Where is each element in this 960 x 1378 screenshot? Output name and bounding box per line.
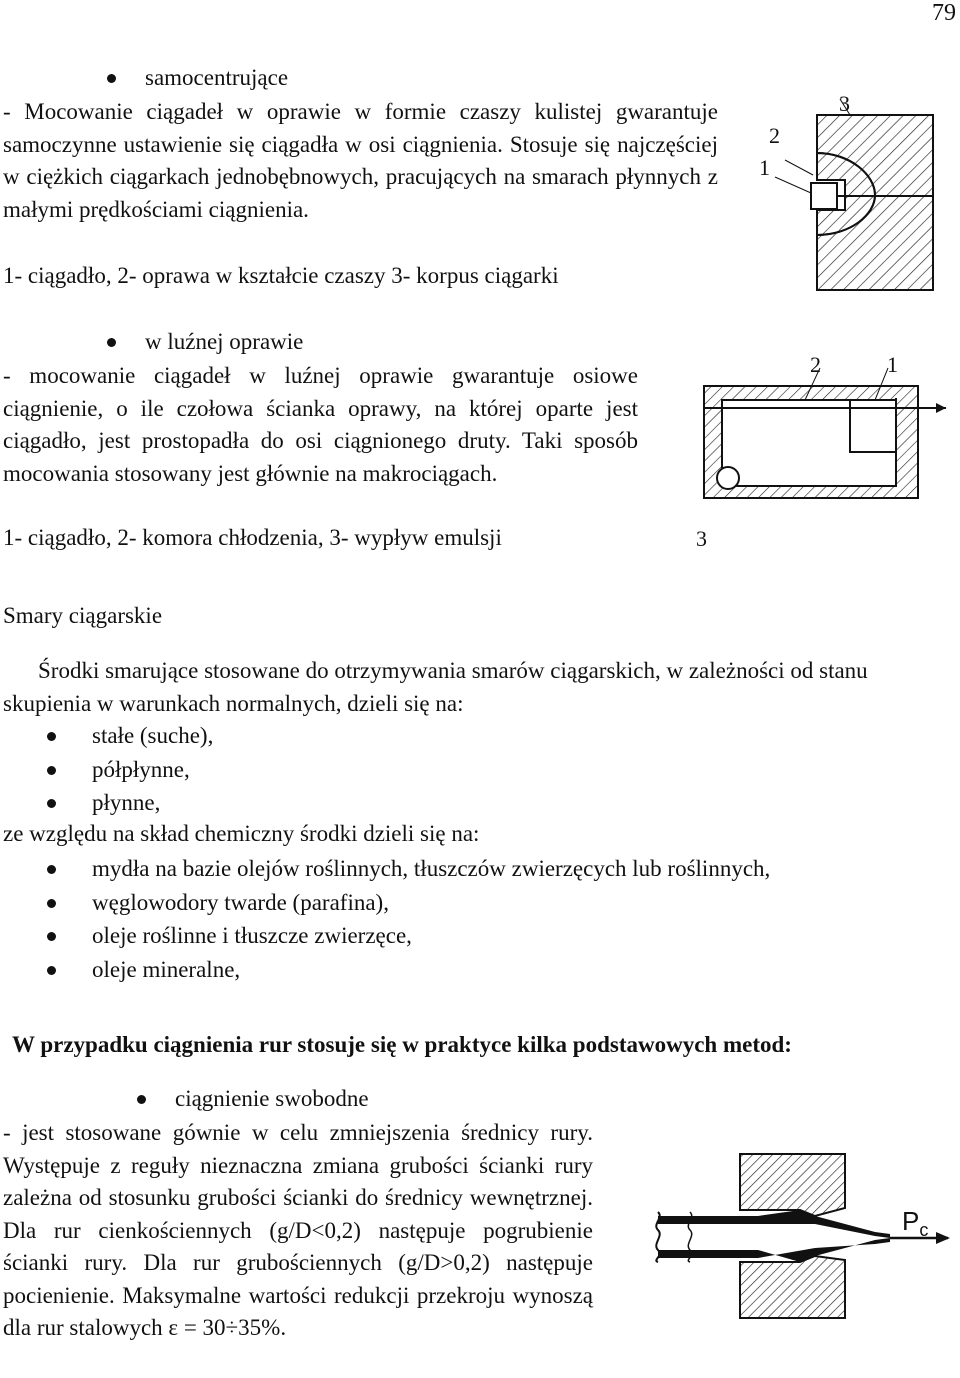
list-item: oleje roślinne i tłuszcze zwierzęce, bbox=[40, 919, 770, 953]
bullet-label: w luźnej oprawie bbox=[145, 329, 304, 354]
label-pc bbox=[902, 1206, 928, 1240]
list-chem bbox=[40, 852, 770, 986]
caption-figure-2: 1- ciągadło, 2- komora chłodzenia, 3- wypływ emulsji bbox=[3, 525, 502, 550]
die-bottom bbox=[740, 1256, 845, 1318]
label-3: 3 bbox=[696, 526, 707, 551]
tube-wall-top bbox=[658, 1210, 890, 1238]
list-item: stałe (suche), bbox=[40, 719, 213, 753]
bullet-label: ciągnienie swobodne bbox=[175, 1086, 369, 1111]
bullet-luzna-oprawa bbox=[107, 326, 303, 358]
figure-spherical-holder bbox=[755, 85, 955, 300]
die-top bbox=[740, 1154, 845, 1216]
label-c: c bbox=[919, 1220, 929, 1240]
paragraph-smary-intro: Środki smarujące stosowane do otrzymywania smarów ciągarskich, w zależności od stanu skupienia w warunkach normalnych, dzieli się na: bbox=[3, 658, 868, 716]
list-item: mydła na bazie olejów roślinnych, tłuszczów zwierzęcych lub roślinnych, bbox=[40, 852, 770, 886]
paragraph-samocentrujace: - Mocowanie ciągadeł w oprawie w formie czaszy kulistej gwarantuje samoczynne ustawienie się ciągadła w osi ciągnienia. Stosuje się najczęściej w ciężkich ciągarkach jednobębnowych, pracujących na smarach płynnych z małymi prędkościami ciągnienia. bbox=[3, 99, 718, 222]
heading-smary: Smary ciągarskie bbox=[3, 603, 163, 628]
list-item: węglowodory twarde (parafina), bbox=[40, 886, 770, 920]
bullet-dot bbox=[107, 74, 116, 83]
emulsion-outlet bbox=[717, 467, 739, 489]
bullet-dot bbox=[107, 338, 116, 347]
list-item: półpłynne, bbox=[40, 753, 213, 787]
list-item: oleje mineralne, bbox=[40, 953, 770, 987]
paragraph-swobodne: - jest stosowane gównie w celu zmniejszenia średnicy rury. Występuje z reguły nieznaczna zmiana grubości ścianki rury zależna od stosunku grubości ścianki do średnicy wewnętrznej. Dla rur cienkościennych (g/D<0,2) następuje pogrubienie ścianki rury. Dla rur grubościennych (g/D>0,2) następuje pocienienie. Maksymalne wartości redukcji przekroju wynoszą dla rur stalowych ε = 30÷35%. bbox=[3, 1120, 593, 1340]
list-states bbox=[40, 719, 213, 820]
tube-wall-bottom bbox=[658, 1238, 890, 1262]
heading-rury: W przypadku ciągnienia rur stosuje się w praktyce kilka podstawowych metod: bbox=[12, 1032, 792, 1057]
caption-figure-1: 1- ciągadło, 2- oprawa w kształcie czaszy 3- korpus ciągarki bbox=[3, 263, 559, 288]
paragraph-chem-intro: ze względu na skład chemiczny środki dzieli się na: bbox=[3, 821, 480, 846]
die bbox=[811, 183, 837, 209]
figure-loose-holder bbox=[680, 338, 950, 553]
paragraph-luzna-oprawa: - mocowanie ciągadeł w luźnej oprawie gwarantuje osiowe ciągnienie, o ile czołowa ścianka oprawy, na której oparte jest ciągadło, jest prostopadła do osi ciągnionego druty. Taki sposób mocowania stosowany jest głównie na makrociągach. bbox=[3, 363, 638, 486]
label-1: 1 bbox=[759, 155, 770, 180]
bullet-swobodne bbox=[137, 1083, 369, 1115]
label-3: 3 bbox=[839, 91, 850, 116]
label-2: 2 bbox=[810, 352, 821, 377]
label-2: 2 bbox=[769, 123, 780, 148]
page-number: 79 bbox=[932, 0, 956, 26]
bullet-dot bbox=[137, 1095, 146, 1104]
figure-free-drawing bbox=[650, 1148, 955, 1323]
bullet-samocentrujace bbox=[107, 62, 288, 94]
label-1: 1 bbox=[887, 352, 898, 377]
list-item: płynne, bbox=[40, 786, 213, 820]
bullet-label: samocentrujące bbox=[145, 65, 289, 90]
label-p: P bbox=[902, 1206, 920, 1236]
